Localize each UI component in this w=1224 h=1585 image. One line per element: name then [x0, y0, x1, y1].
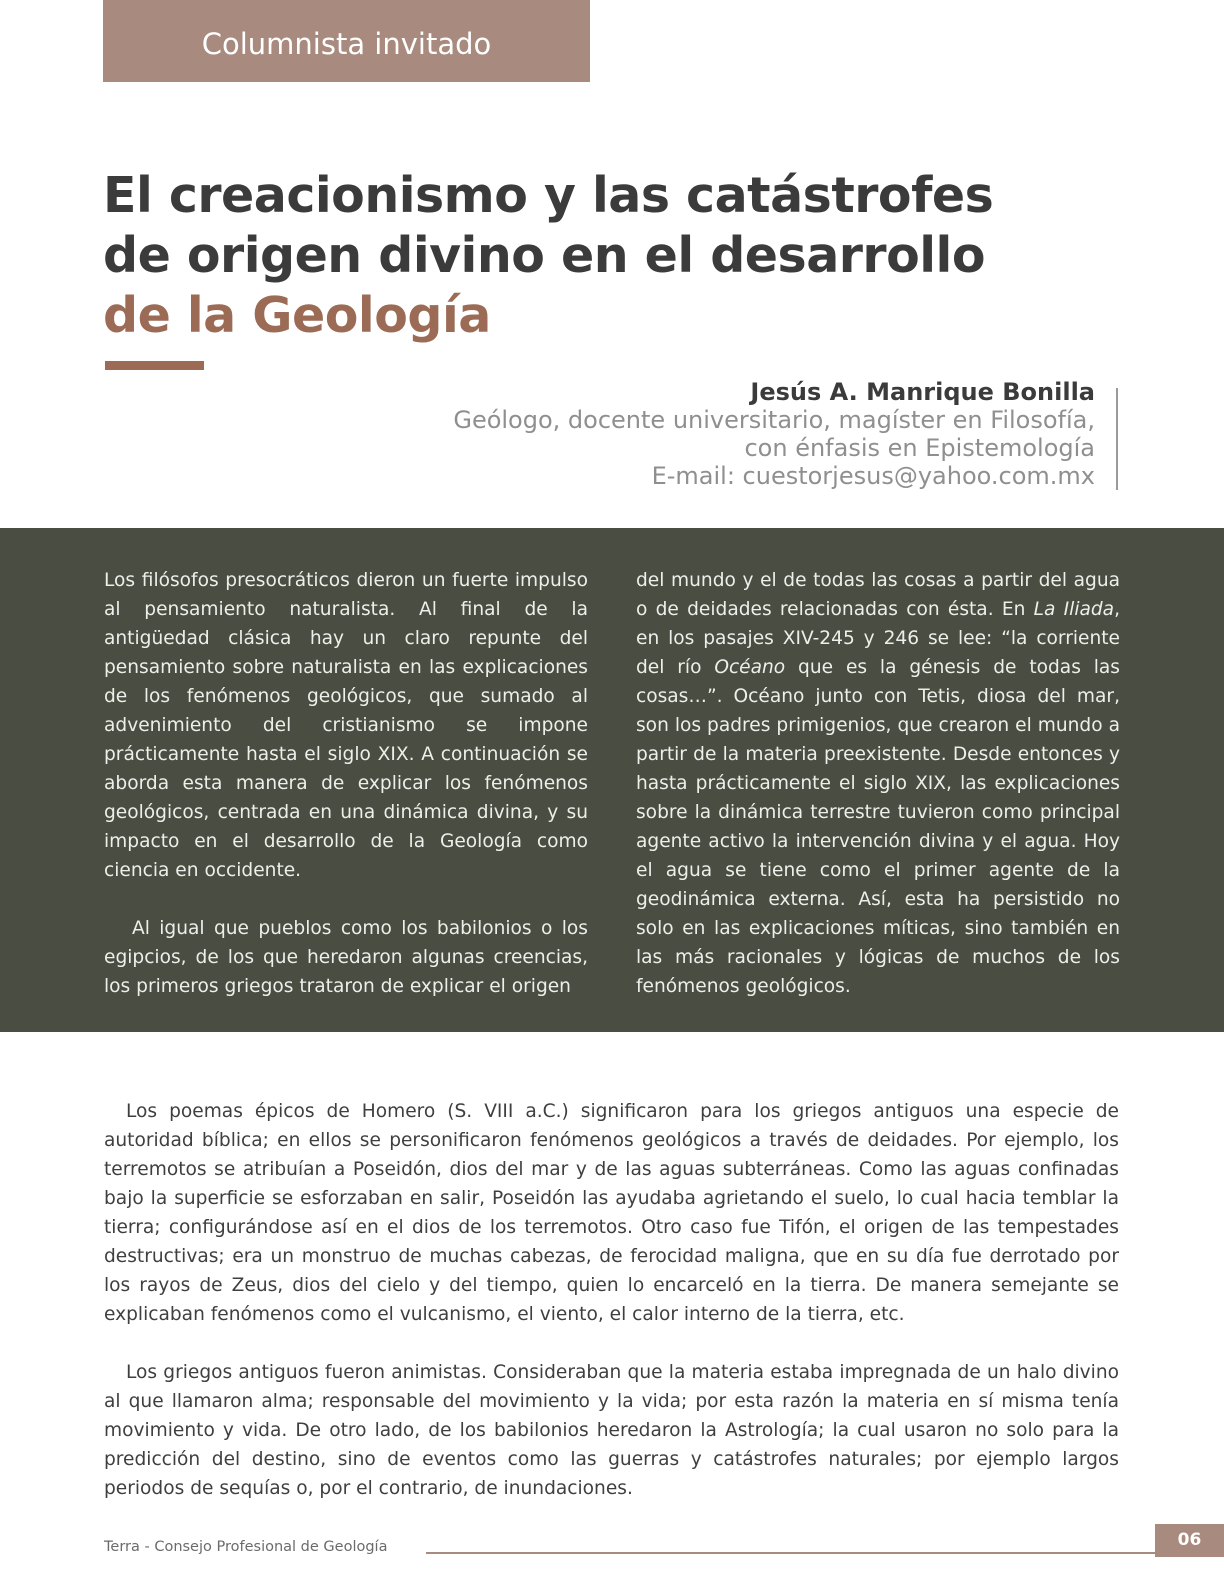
intro-text-c: que es la génesis de todas las cosas…”. Océano junto con Tetis, diosa del mar, son los padres primigenios, que crearon el mundo a partir de la materia preexistente. Desde entonces y hasta prácticamente el siglo XIX, las explicaciones sobre la dinámica terrestre tuvieron como principal agente activo la intervención divina y el agua. Hoy el agua se tiene como el primer agente de la geodinámica externa. Así, esta ha persistido no solo en las explicaciones míticas, sino también en las más racionales y lógicas de muchos de los fenómenos geológicos.	[636, 657, 1120, 997]
author-byline	[335, 378, 1095, 490]
title-line-3-accent: de la Geología	[103, 287, 491, 344]
title-line-1: El creacionismo y las catástrofes	[103, 167, 994, 224]
intro-text-a: del mundo y el de todas las cosas a partir del agua o de deidades relacionadas con ésta. En	[636, 570, 1120, 620]
intro-column-right	[636, 566, 1120, 1001]
author-name: Jesús A. Manrique Bonilla	[750, 378, 1095, 406]
intro-column-left	[104, 566, 588, 1001]
page-number: 06	[1155, 1524, 1224, 1557]
body-paragraph-2: Los griegos antiguos fueron animistas. Consideraban que la materia estaba impregnada de un halo divino al que llamaron alma; responsable del movimiento y la vida; por esta razón la materia en sí misma tenía movimiento y vida. De otro lado, de los babilonios heredaron la Astrología; la cual usaron no solo para la predicción del destino, sino de eventos como las guerras y catástrofes naturales; por ejemplo largos periodos de sequías o, por el contrario, de inundaciones.	[104, 1362, 1119, 1499]
footer-publication: Terra - Consejo Profesional de Geología	[104, 1539, 388, 1555]
title-line-2: de origen divino en el desarrollo	[103, 227, 986, 284]
footer-rule	[426, 1552, 1156, 1554]
body-paragraph-1: Los poemas épicos de Homero (S. VIII a.C.) significaron para los griegos antiguos una especie de autoridad bíblica; en ellos se personificaron fenómenos geológicos a través de deidades. Por ejemplo, los terremotos se atribuían a Poseidón, dios del mar y de las aguas subterráneas. Como las aguas confinadas bajo la superficie se esforzaban en salir, Poseidón las ayudaba agrietando el suelo, lo cual hacia temblar la tierra; configurándose así en el dios de los terremotos. Otro caso fue Tifón, el origen de las tempestades destructivas; era un monstruo de muchas cabezas, de ferocidad maligna, que en su día fue derrotado por los rayos de Zeus, dios del cielo y del tiempo, quien lo encarceló en la tierra. De manera semejante se explicaban fenómenos como el vulcanismo, el viento, el calor interno de la tierra, etc.	[104, 1101, 1119, 1325]
article-title	[103, 166, 1113, 346]
intro-italic-oceano: Océano	[714, 657, 786, 678]
article-body	[104, 1097, 1119, 1503]
intro-text-b: , en los pasajes XIV-245 y 246 se lee: “la corriente del río	[636, 599, 1120, 678]
author-affiliation-2: con énfasis en Epistemología	[744, 434, 1095, 462]
intro-italic-iliada: La Iliada	[1033, 599, 1115, 620]
author-email: E-mail: cuestorjesus@yahoo.com.mx	[651, 462, 1095, 490]
intro-paragraph-1: Los filósofos presocráticos dieron un fuerte impulso al pensamiento naturalista. Al final de la antigüedad clásica hay un claro repunte del pensamiento sobre naturalista en las explicaciones de los fenómenos geológicos, que sumado al advenimiento del cristianismo se impone prácticamente hasta el siglo XIX. A continuación se aborda esta manera de explicar los fenómenos geológicos, centrada en una dinámica divina, y su impacto en el desarrollo de la Geología como ciencia en occidente.	[104, 570, 588, 881]
title-underline	[105, 361, 204, 370]
intro-paragraph-2: Al igual que pueblos como los babilonios o los egipcios, de los que heredaron algunas creencias, los primeros griegos trataron de explicar el origen	[104, 918, 588, 997]
section-label: Columnista invitado	[103, 0, 590, 82]
author-affiliation-1: Geólogo, docente universitario, magíster en Filosofía,	[453, 406, 1095, 434]
byline-divider	[1116, 388, 1118, 490]
intro-paragraph-3	[636, 566, 1120, 1001]
